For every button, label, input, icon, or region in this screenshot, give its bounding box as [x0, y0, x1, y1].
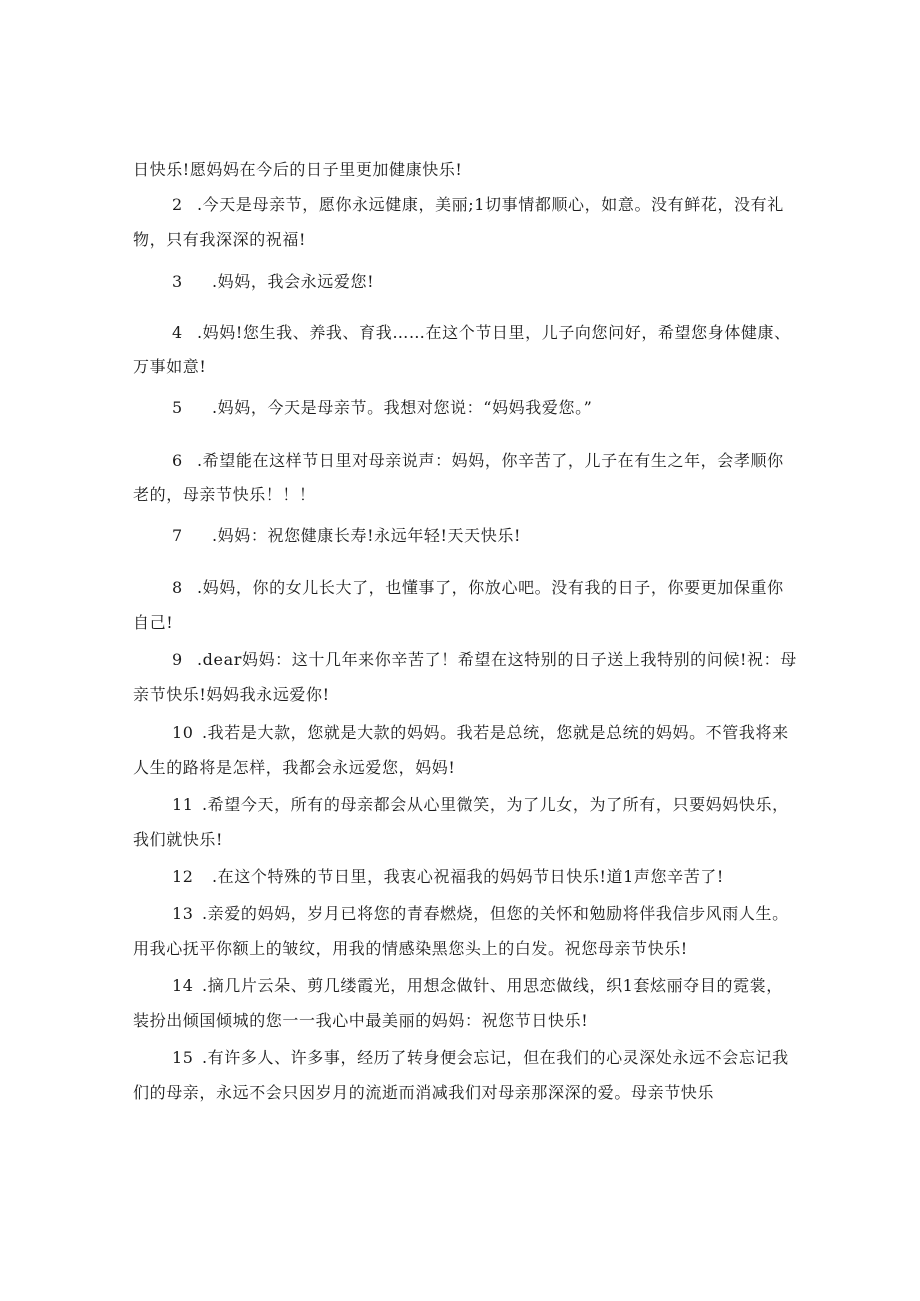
- item-text-continued: 老的，母亲节快乐！！！: [133, 485, 316, 504]
- list-item-14: [172, 975, 783, 997]
- item-number: 8: [172, 578, 183, 597]
- list-item-3: [172, 271, 374, 293]
- list-item-9: [172, 649, 797, 671]
- list-item-6: [172, 450, 784, 472]
- item-number: 2: [172, 195, 183, 214]
- list-item-4: [172, 322, 791, 344]
- item-text: .妈妈，你的女儿长大了，也懂事了，你放心吧。没有我的日子，你要更加保重你: [197, 578, 784, 597]
- item-number: 4: [172, 323, 183, 342]
- list-item-7: [172, 525, 521, 547]
- item-text: .希望能在这样节日里对母亲说声：妈妈，你辛苦了，儿子在有生之年，会孝顺你: [197, 451, 784, 470]
- item-text: .今天是母亲节，愿你永远健康，美丽;1切事情都顺心，如意。没有鲜花，没有礼: [197, 195, 784, 214]
- item-text-continued: 用我心抚平你额上的皱纹，用我的情感染黑您头上的白发。祝您母亲节快乐!: [133, 939, 688, 958]
- item-text: .摘几片云朵、剪几缕霞光，用想念做针、用思恋做线，织1套炫丽夺目的霓裳，: [202, 976, 783, 995]
- item-text-continued: 物，只有我深深的祝福!: [133, 230, 307, 249]
- list-item-2: [172, 194, 784, 216]
- item-text-continued: 们的母亲，永远不会只因岁月的流逝而消减我们对母亲那深深的爱。母亲节快乐: [133, 1083, 715, 1102]
- item-text: .dear妈妈：这十几年来你辛苦了！希望在这特别的日子送上我特别的问候!祝：母: [197, 650, 797, 669]
- item-text: .希望今天，所有的母亲都会从心里微笑，为了儿女，为了所有，只要妈妈快乐，: [202, 795, 789, 814]
- list-item-5: [172, 397, 592, 419]
- list-item-11: [172, 794, 789, 816]
- item-number: 5: [172, 398, 183, 417]
- item-number: 14: [172, 976, 194, 995]
- item-number: 12: [172, 867, 194, 886]
- item-number: 7: [172, 526, 183, 545]
- item-number: 11: [172, 795, 194, 814]
- item-text: .妈妈，今天是母亲节。我想对您说：“妈妈我爱您。”: [212, 398, 593, 417]
- item-text-continued: 人生的路将是怎样，我都会永远爱您，妈妈!: [133, 758, 456, 777]
- list-item-8: [172, 577, 784, 599]
- item-text: .妈妈，我会永远爱您!: [212, 272, 375, 291]
- list-item-13: [172, 903, 789, 925]
- item-number: 9: [172, 650, 183, 669]
- list-item-15: [172, 1047, 789, 1069]
- item-text: .我若是大款，您就是大款的妈妈。我若是总统，您就是总统的妈妈。不管我将来: [202, 723, 789, 742]
- intro-line: 日快乐!愿妈妈在今后的日子里更加健康快乐!: [133, 160, 463, 179]
- item-number: 3: [172, 272, 183, 291]
- item-text-continued: 自己!: [133, 613, 174, 632]
- list-item-10: [172, 722, 789, 744]
- item-text-continued: 亲节快乐!妈妈我永远爱你!: [133, 685, 330, 704]
- item-text: .亲爱的妈妈，岁月已将您的青春燃烧，但您的关怀和勉励将伴我信步风雨人生。: [202, 904, 789, 923]
- item-text-continued: 万事如意!: [133, 357, 207, 376]
- item-number: 15: [172, 1048, 194, 1067]
- item-number: 10: [172, 723, 194, 742]
- item-text: .有许多人、许多事，经历了转身便会忘记，但在我们的心灵深处永远不会忘记我: [202, 1048, 789, 1067]
- item-text: .在这个特殊的节日里，我衷心祝福我的妈妈节日快乐!道1声您辛苦了!: [212, 867, 724, 886]
- item-text-continued: 我们就快乐!: [133, 830, 224, 849]
- list-item-12: [172, 866, 724, 888]
- item-text: .妈妈：祝您健康长寿!永远年轻!天天快乐!: [212, 526, 521, 545]
- item-number: 6: [172, 451, 183, 470]
- item-number: 13: [172, 904, 194, 923]
- item-text: .妈妈!您生我、养我、育我……在这个节日里，儿子向您问好，希望您身体健康、: [197, 323, 791, 342]
- item-text-continued: 装扮出倾国倾城的您一一我心中最美丽的妈妈：祝您节日快乐!: [133, 1011, 589, 1030]
